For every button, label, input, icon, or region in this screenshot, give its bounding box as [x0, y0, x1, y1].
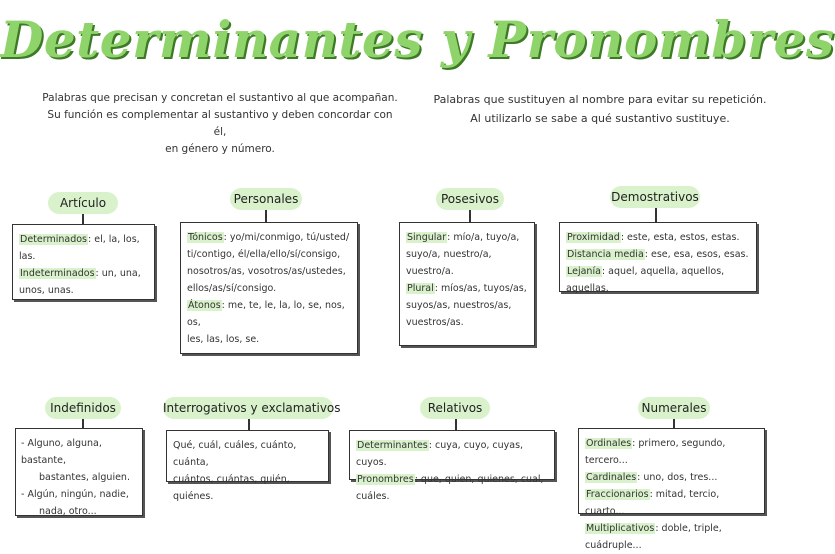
term-highlight: Indeterminados [20, 268, 95, 279]
connector-line [655, 208, 657, 222]
pronombres-definition [430, 90, 770, 128]
card-text: : mío/a, tuyo/a, [447, 232, 520, 243]
posesivos-card [399, 222, 535, 346]
term-highlight: Plural [407, 283, 434, 294]
card-text: vuestros/as. [406, 317, 464, 328]
connector-line [455, 419, 457, 430]
connector-line [673, 419, 675, 428]
card-text: ti/contigo, él/ella/ello/sí/consigo, [187, 249, 341, 260]
title-word-pronombres: Pronombres [488, 10, 835, 69]
term-highlight: Pronombres [357, 474, 414, 485]
definition-line: Palabras que precisan y concretan el sustantivo al que acompañan. [42, 92, 398, 104]
title-word-determinantes: Determinantes [0, 10, 423, 69]
card-text: suyos/as, nuestros/as, [406, 300, 512, 311]
term-highlight: Cardinales [586, 472, 637, 483]
card-text: ellos/as/sí/consigo. [187, 283, 277, 294]
card-text: : primero, segundo, tercero... [585, 438, 726, 466]
title-word-y: y [440, 10, 471, 69]
card-text: Qué, cuál, cuáles, cuánto, cuánta, [173, 440, 297, 468]
card-text: bastantes, alguien. [39, 472, 130, 483]
definition-line: en género y número. [165, 143, 275, 155]
connector-line [82, 419, 84, 428]
term-highlight: Ordinales [586, 438, 632, 449]
card-text: : aquel, aquella, aquellos, aquellas. [566, 266, 725, 294]
card-text: unos, unas. [19, 285, 74, 296]
term-highlight: Multiplicativos [586, 523, 655, 534]
term-highlight: Proximidad [567, 232, 620, 243]
articulo-card [12, 224, 155, 300]
determinantes-definition [40, 90, 400, 158]
card-text: nosotros/as, vosotros/as/ustedes, [187, 266, 346, 277]
demostrativos-label: Demostrativos [610, 186, 700, 208]
personales-label: Personales [230, 188, 302, 210]
indefinidos-label: Indefinidos [45, 397, 121, 419]
card-text: nada, otro... [39, 506, 97, 517]
page-title [0, 4, 835, 76]
term-highlight: Distancia media [567, 249, 644, 260]
term-highlight: Determinantes [357, 440, 428, 451]
numerales-label: Numerales [638, 397, 710, 419]
card-text: : ese, esa, esos, esas. [644, 249, 749, 260]
personales-card [180, 222, 358, 354]
card-text: : que, quien, quienes, cual, cuáles. [356, 474, 544, 502]
card-text: : doble, triple, cuádruple... [585, 523, 722, 551]
relativos-card [349, 430, 555, 502]
definition-line: Palabras que sustituyen al nombre para evitar su repetición. [433, 93, 767, 106]
interrogativos-card [166, 430, 329, 502]
card-text: - Alguno, alguna, bastante, [21, 438, 102, 466]
articulo-label: Artículo [48, 192, 118, 214]
card-text: : yo/mi/conmigo, tú/usted/ [223, 232, 350, 243]
connector-line [82, 214, 84, 224]
card-text: cuántos, cuántas, quién, quiénes. [173, 474, 290, 502]
card-text: vuestro/a. [406, 266, 454, 277]
term-highlight: Lejanía [567, 266, 601, 277]
connector-line [265, 210, 267, 222]
card-text: : el, la, los, las. [19, 234, 140, 262]
posesivos-label: Posesivos [436, 188, 504, 210]
term-highlight: Átonos [188, 300, 221, 311]
term-highlight: Singular [407, 232, 447, 243]
card-text: : este, esta, estos, estas. [620, 232, 740, 243]
card-text: suyo/a, nuestro/a, [406, 249, 492, 260]
connector-line [248, 419, 250, 430]
card-text: : cuya, cuyo, cuyas, cuyos. [356, 440, 524, 468]
card-text: les, las, los, se. [187, 334, 260, 345]
relativos-label: Relativos [420, 397, 490, 419]
definition-line: Su función es complementar al sustantivo y deben concordar con él, [47, 109, 393, 138]
card-text: : míos/as, tuyos/as, [434, 283, 527, 294]
card-text: : mitad, tercio, cuarto... [585, 489, 720, 517]
demostrativos-card [559, 222, 757, 292]
interrogativos-label: Interrogativos y exclamativos [163, 397, 333, 419]
term-highlight: Fraccionarios [586, 489, 649, 500]
indefinidos-card [15, 428, 143, 516]
card-text: : me, te, le, la, lo, se, nos, os, [187, 300, 345, 328]
definition-line: Al utilizarlo se sabe a qué sustantivo sustituye. [470, 112, 730, 125]
term-highlight: Determinados [20, 234, 87, 245]
card-text: - Algún, ningún, nadie, [21, 489, 129, 500]
numerales-card [578, 428, 765, 551]
term-highlight: Tónicos [188, 232, 223, 243]
card-text: : un, una, [95, 268, 141, 279]
connector-line [469, 210, 471, 222]
card-text: : uno, dos, tres... [637, 472, 718, 483]
